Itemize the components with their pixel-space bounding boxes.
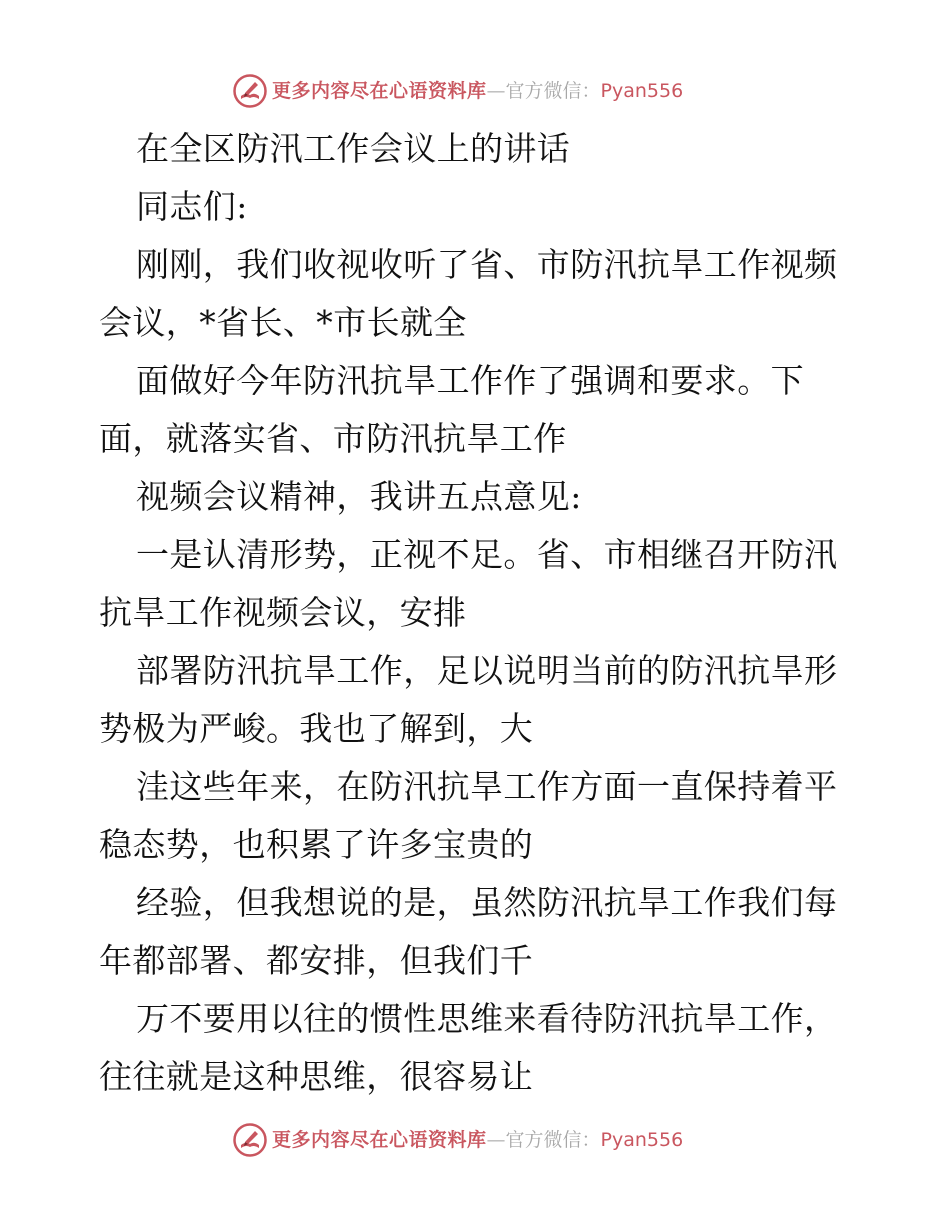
banner-dash: — xyxy=(486,80,506,102)
book-pen-logo-icon xyxy=(232,73,268,109)
paragraph-line: 部署防汛抗旱工作，足以说明当前的防汛抗旱形 xyxy=(136,651,838,690)
banner-label: 官方微信： xyxy=(505,80,601,102)
banner-brand: 更多内容尽在心语资料库 xyxy=(272,80,487,102)
banner-label: 官方微信： xyxy=(505,1129,601,1151)
paragraph-line: 视频会议精神，我讲五点意见: xyxy=(136,477,582,516)
footer-banner xyxy=(232,1120,683,1160)
salutation: 同志们: xyxy=(136,187,248,226)
paragraph-line: 经验，但我想说的是，虽然防汛抗旱工作我们每 xyxy=(136,883,838,922)
paragraph-line: 稳态势，也积累了许多宝贵的 xyxy=(99,825,534,864)
banner-wechat-id: Pyan556 xyxy=(600,1129,684,1151)
banner-wechat-id: Pyan556 xyxy=(600,80,684,102)
document-title: 在全区防汛工作会议上的讲话 xyxy=(136,129,571,168)
paragraph-line: 往往就是这种思维，很容易让 xyxy=(99,1057,534,1096)
paragraph-line: 会议，*省长、*市长就全 xyxy=(99,303,467,342)
paragraph-line: 面做好今年防汛抗旱工作作了强调和要求。下 xyxy=(136,361,804,400)
paragraph-line: 一是认清形势，正视不足。省、市相继召开防汛 xyxy=(136,535,838,574)
paragraph-line: 年都部署、都安排，但我们千 xyxy=(99,941,534,980)
document-body xyxy=(99,120,859,1106)
banner-dash: — xyxy=(486,1129,506,1151)
banner-brand: 更多内容尽在心语资料库 xyxy=(272,1129,487,1151)
paragraph-line: 洼这些年来，在防汛抗旱工作方面一直保持着平 xyxy=(136,767,838,806)
paragraph-line: 面，就落实省、市防汛抗旱工作 xyxy=(99,419,567,458)
paragraph-line: 刚刚，我们收视收听了省、市防汛抗旱工作视频 xyxy=(136,245,838,284)
book-pen-logo-icon xyxy=(232,1122,268,1158)
paragraph-line: 抗旱工作视频会议，安排 xyxy=(99,593,467,632)
header-banner xyxy=(232,71,683,111)
paragraph-line: 势极为严峻。我也了解到，大 xyxy=(99,709,534,748)
paragraph-line: 万不要用以往的惯性思维来看待防汛抗旱工作， xyxy=(136,999,838,1038)
